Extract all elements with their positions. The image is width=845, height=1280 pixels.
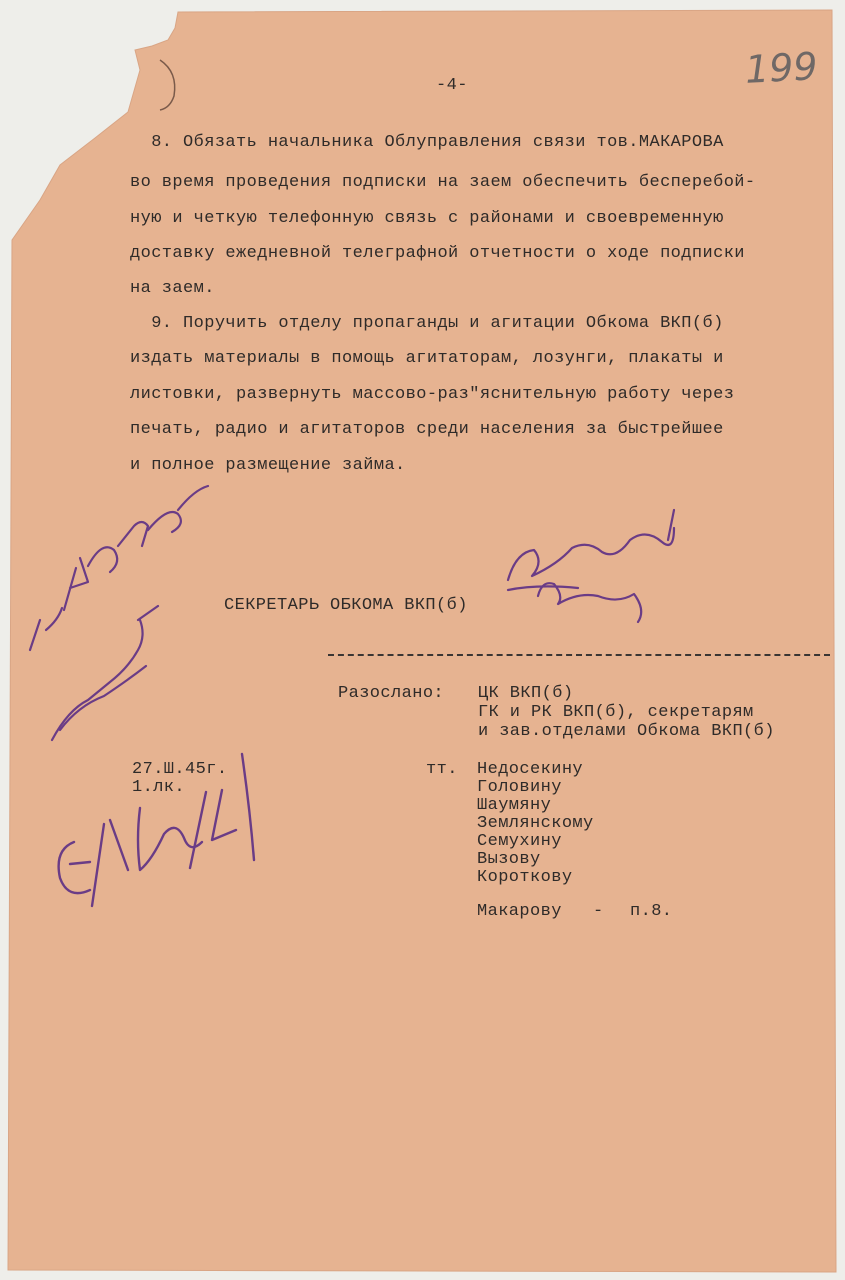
page-number: -4- xyxy=(436,76,468,95)
tt-label: тт. xyxy=(426,760,458,779)
paragraph-line: 9. Поручить отделу пропаганды и агитации Обкома ВКП(б) xyxy=(130,314,724,333)
paragraph-line: на заем. xyxy=(130,279,215,298)
paragraph-line: ную и четкую телефонную связь с районами и своевременную xyxy=(130,209,724,228)
person-name: Шаумяну xyxy=(477,796,552,815)
paragraph-line: во время проведения подписки на заем обеспечить бесперебой- xyxy=(130,173,756,192)
document-date: 27.Ш.45г. xyxy=(132,760,228,779)
paragraph-line: доставку ежедневной телеграфной отчетности о ходе подписки xyxy=(130,244,745,263)
distribution-label: Разослано: xyxy=(338,684,445,703)
recipient-line: ГК и РК ВКП(б), секретарям xyxy=(478,703,754,722)
person-name-makarov: Макарову xyxy=(477,902,562,921)
recipient-line: ЦК ВКП(б) xyxy=(478,684,574,703)
person-name: Головину xyxy=(477,778,562,797)
person-name: Семухину xyxy=(477,832,562,851)
handwritten-signature-right xyxy=(498,500,698,630)
separator-dashes xyxy=(328,654,830,660)
recipient-line: и зав.отделами Обкома ВКП(б) xyxy=(478,722,775,741)
copies-note: 1.лк. xyxy=(132,778,186,797)
archive-page-number: 199 xyxy=(743,44,819,92)
paragraph-line: печать, радио и агитаторов среди населения за быстрейшее xyxy=(130,420,724,439)
handwritten-signature-bottom xyxy=(40,750,270,930)
person-name: Недосекину xyxy=(477,760,584,779)
person-name: Вызову xyxy=(477,850,541,869)
paragraph-line: листовки, развернуть массово-раз"яснительную работу через xyxy=(130,385,735,404)
paragraph-line: и полное размещение займа. xyxy=(130,456,406,475)
handwritten-signature-left xyxy=(18,470,228,760)
paragraph-line: 8. Обязать начальника Облуправления связи тов.МАКАРОВА xyxy=(130,133,724,152)
paragraph-line: издать материалы в помощь агитаторам, лозунги, плакаты и xyxy=(130,349,724,368)
person-name: Землянскому xyxy=(477,814,594,833)
person-name: Короткову xyxy=(477,868,573,887)
makarov-clause: п.8. xyxy=(630,902,673,921)
signature-title: СЕКРЕТАРЬ ОБКОМА ВКП(б) xyxy=(224,596,468,615)
makarov-separator: - xyxy=(593,902,604,921)
